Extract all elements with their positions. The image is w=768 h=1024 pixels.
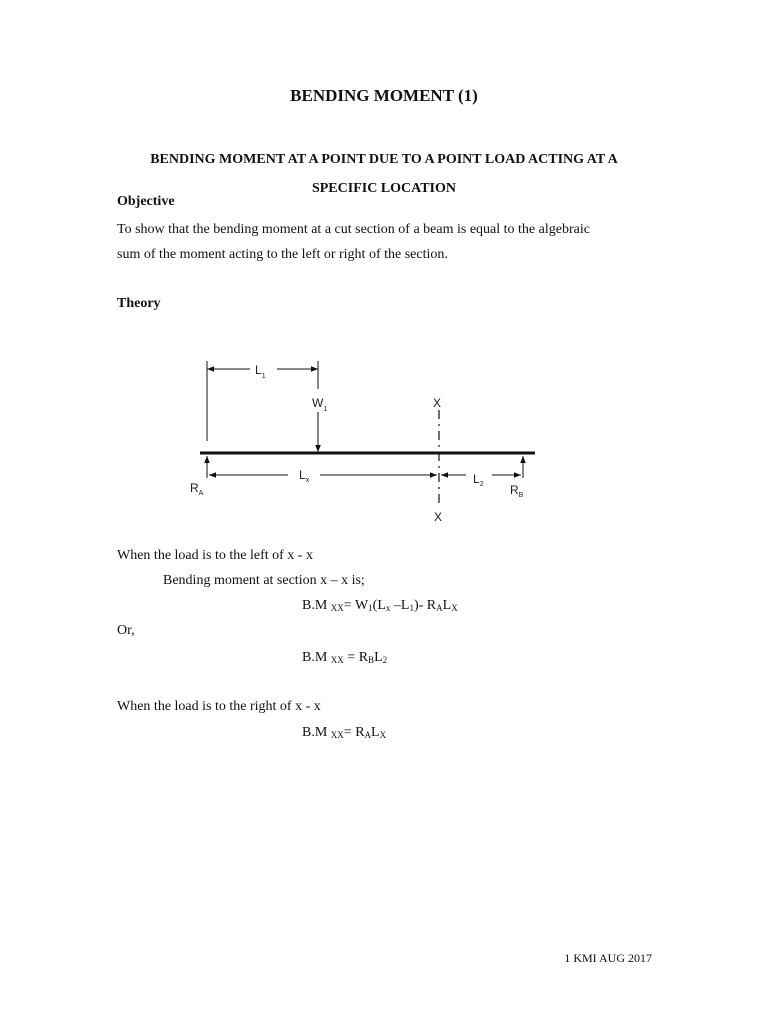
subtitle-line-1: BENDING MOMENT AT A POINT DUE TO A POINT LOAD ACTING AT A [150,152,618,167]
equation-3: B.M $_{XX}= R_AL_X$ [302,725,387,740]
section-text: Bending moment at section x – x is; [163,573,365,588]
load-label: $W_1$ [312,396,328,413]
left-case-text: When the load is to the left of x - x [117,548,313,563]
l2-label: $L_2$ [473,472,484,488]
lx-label: $L_x$ [299,468,310,484]
reaction-a-label: $R_A$ [190,481,204,497]
or-text: Or, [117,623,135,638]
subtitle-line-2: SPECIFIC LOCATION [311,181,457,196]
section-label-bottom: X [434,510,443,524]
reaction-b-label: $R_B$ [510,483,524,499]
theory-heading: Theory [117,296,161,311]
page-footer: 1 KMI AUG 2017 [564,951,652,965]
equation-1: B.M $_{XX}= W_1(L_x$ $-L_1)-$ $R_AL_X$ [302,598,458,613]
equation-2: B.M $_{XX} = R_BL_2$ [302,650,388,665]
l1-label: $L_1$ [255,363,266,380]
objective-line-2: sum of the moment acting to the left or right of the section. [117,247,448,262]
objective-heading: Objective [117,194,175,209]
objective-line-1: To show that the bending moment at a cut section of a beam is equal to the algebraic [117,222,590,237]
page-title: BENDING MOMENT (1) [290,86,478,105]
section-label-top: X [433,396,442,410]
right-case-text: When the load is to the right of x - x [117,699,321,714]
